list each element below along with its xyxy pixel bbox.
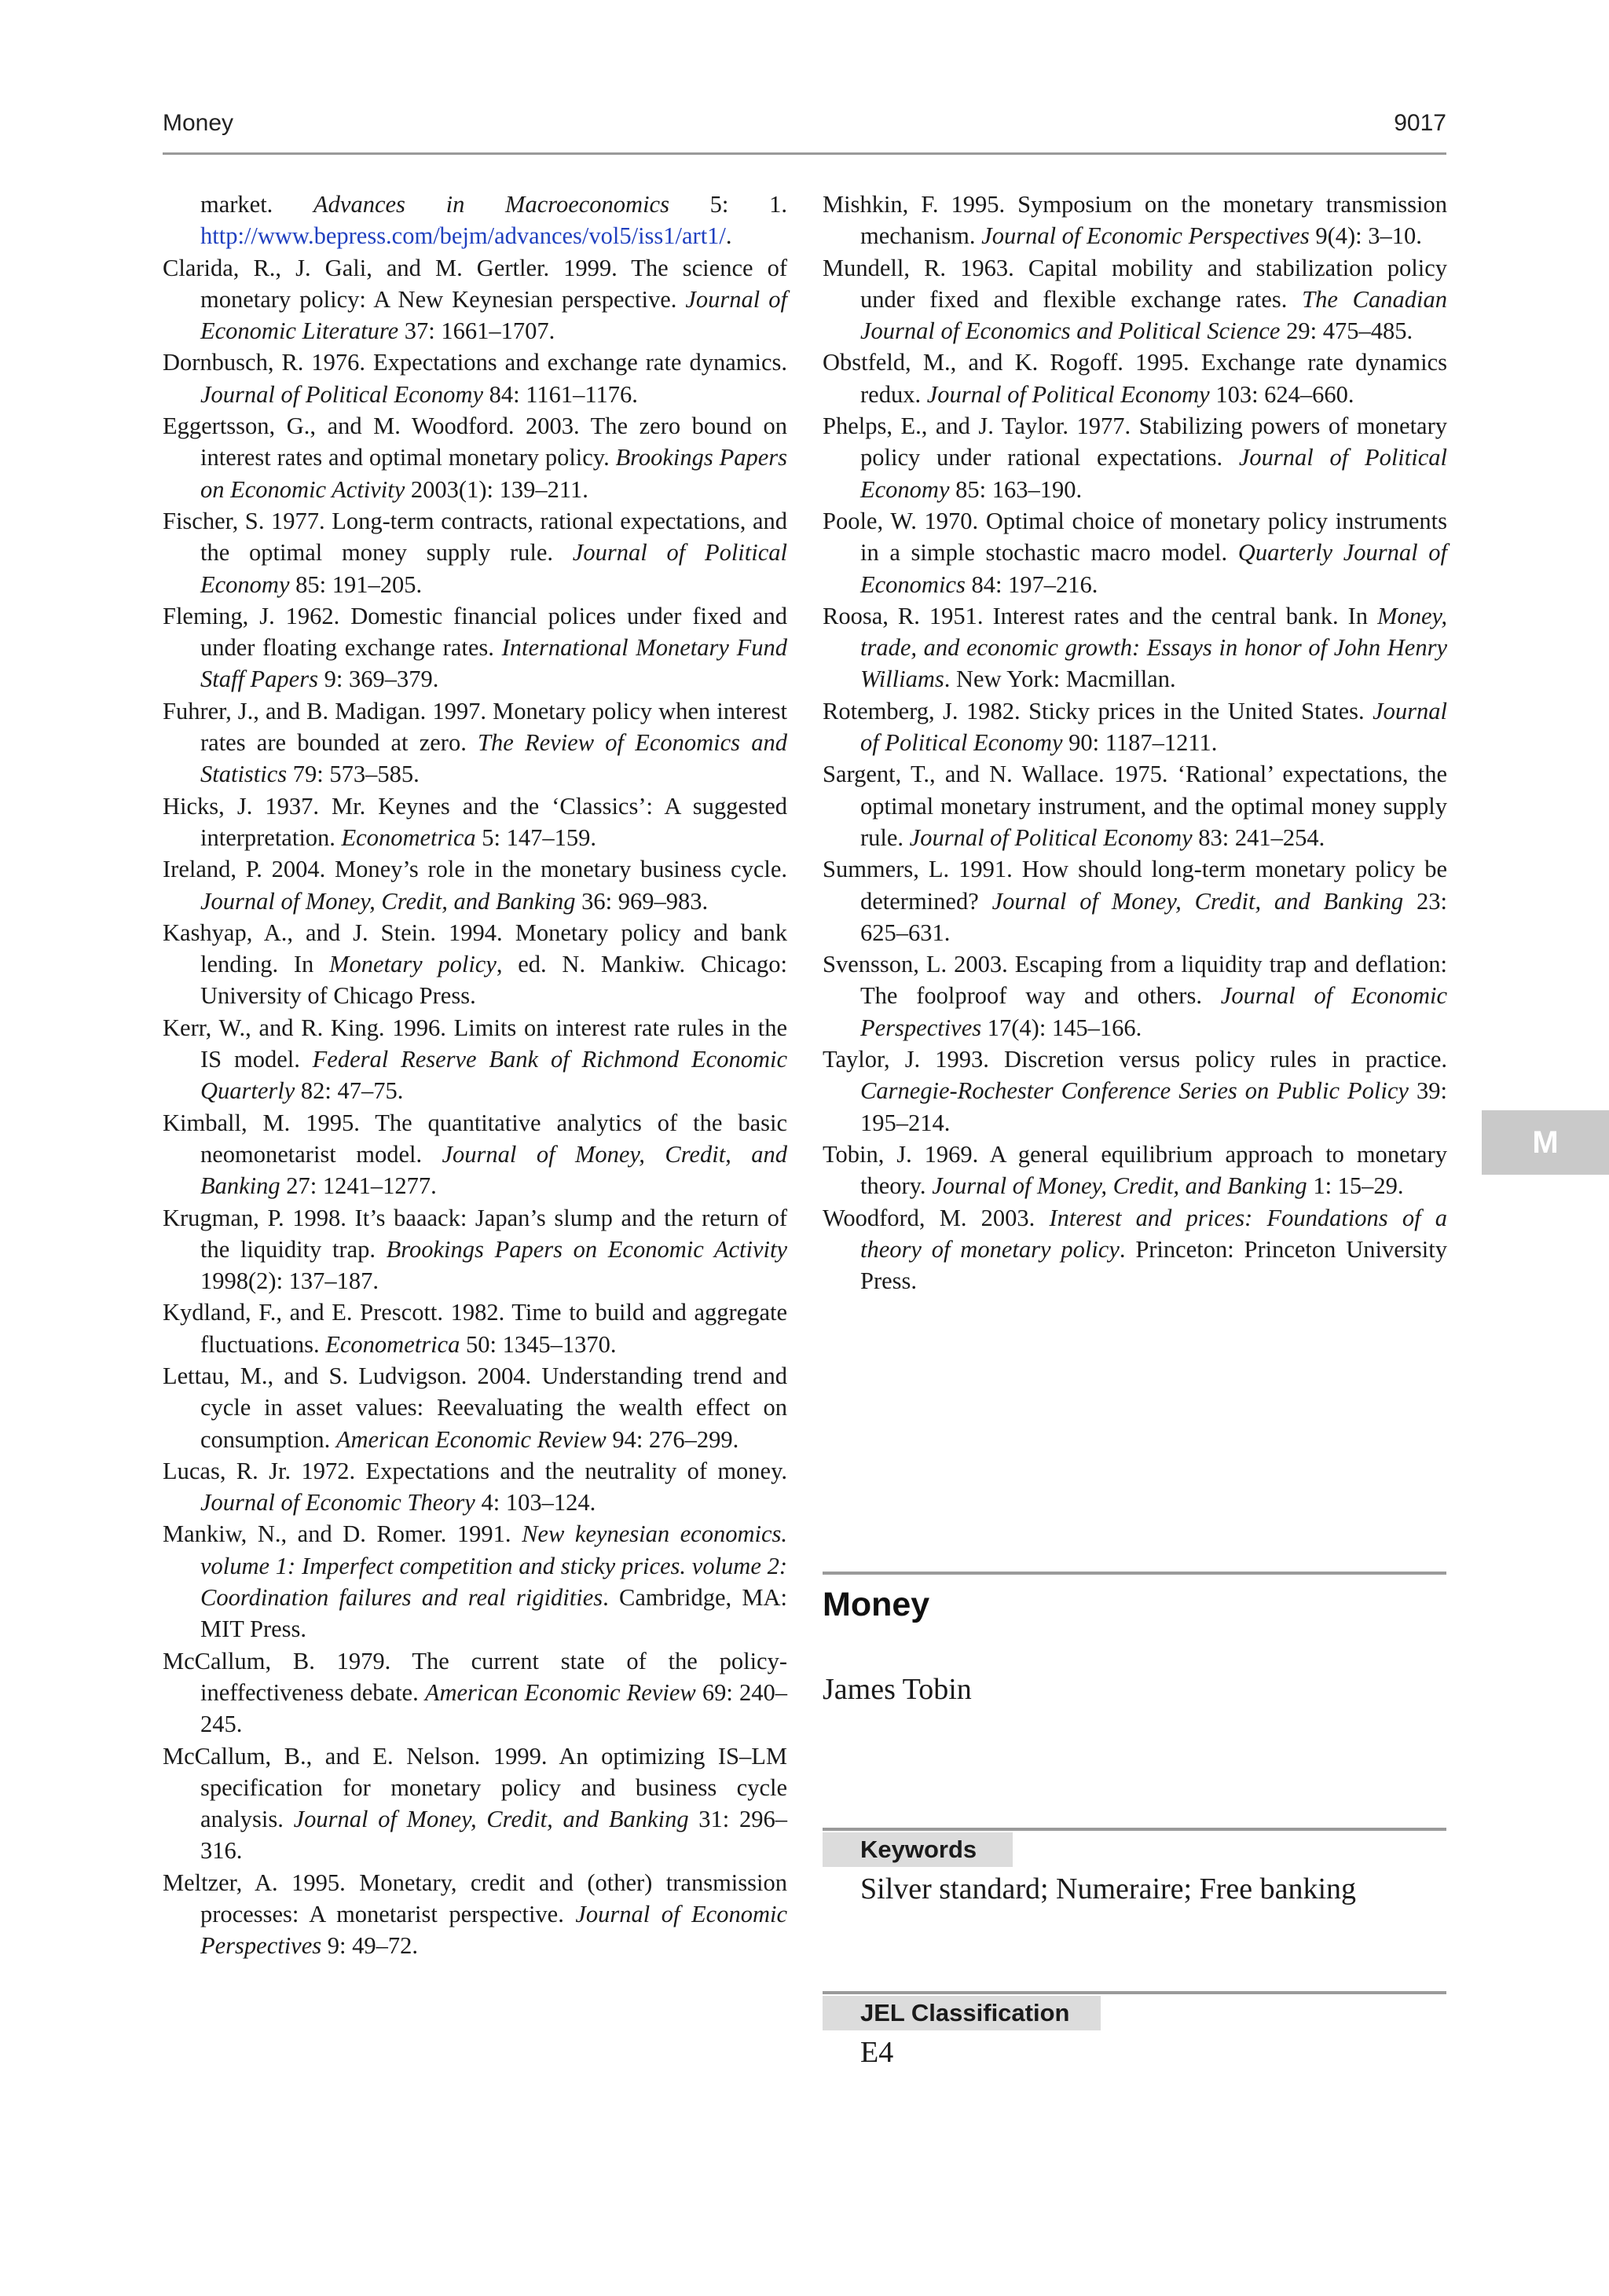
thumb-index-tab: M (1482, 1110, 1609, 1175)
reference-text: 37: 1661–1707. (398, 317, 555, 345)
reference-text: McCallum, B., and E. Nelson. 1999. An optimizing IS–LM specification for monetary policy and business cycle analysis. (163, 1742, 787, 1833)
reference-text: Phelps, E., and J. Taylor. 1977. Stabilizing powers of monetary policy under rational expectations. (823, 413, 1447, 471)
reference-text: 31: 296–316. (200, 1806, 787, 1865)
reference-title: International Monetary Fund Staff Papers (200, 634, 787, 693)
reference-text: . (725, 222, 732, 250)
reference-text: Sargent, T., and N. Wallace. 1975. ‘Rational’ expectations, the optimal monetary instrument, and the optimal money supply rule. (823, 761, 1447, 851)
reference-title: Money, trade, and economic growth: Essays in honor of John Henry Williams (860, 602, 1447, 693)
reference-text: 1: 15–29. (1307, 1172, 1404, 1200)
reference-title: American Economic Review (335, 1425, 607, 1453)
reference-title: Journal of Economic Perspectives (200, 1901, 787, 1960)
reference-entry (823, 695, 1447, 759)
reference-text: Tobin, J. 1969. A general equilibrium approach to monetary theory. (823, 1140, 1447, 1200)
reference-entry (823, 758, 1447, 853)
reference-text: 103: 624–660. (1209, 380, 1354, 408)
reference-text: 9: 49–72. (321, 1932, 418, 1960)
reference-text: 94: 276–299. (606, 1425, 739, 1453)
reference-text: Krugman, P. 1998. It’s baaack: Japan’s slump and the return of the liquidity trap. (163, 1204, 787, 1263)
reference-title: Journal of Economic Perspectives (981, 222, 1310, 250)
reference-text: Taylor, J. 1993. Discretion versus policy rules in practice. (823, 1046, 1447, 1073)
reference-text: Kimball, M. 1995. The quantitative analytics of the basic neomonetarist model. (163, 1109, 787, 1168)
reference-title: Journal of Economic Literature (200, 285, 787, 345)
reference-text: Clarida, R., J. Gali, and M. Gertler. 1999. The science of monetary policy: A New Keynesian perspective. (163, 254, 787, 313)
reference-entry (163, 917, 787, 1012)
references-right-column (823, 189, 1447, 1297)
reference-text: Ireland, P. 2004. Money’s role in the monetary business cycle. (163, 856, 787, 883)
running-head-title: Money (163, 110, 234, 136)
reference-entry (163, 1740, 787, 1867)
reference-title: New keynesian economics. volume 1: Imperfect competition and sticky prices. volume 2: Coordination failures and real rigidities (200, 1520, 787, 1612)
reference-text: 39: 195–214. (860, 1077, 1447, 1136)
reference-text: 9: 369–379. (317, 666, 439, 693)
reference-text: 23: 625–631. (860, 887, 1447, 946)
reference-text: . Cambridge, MA: MIT Press. (200, 1584, 787, 1643)
reference-text: Fischer, S. 1977. Long-term contracts, rational expectations, and the optimal money supply rule. (163, 507, 787, 567)
reference-entry (163, 1360, 787, 1455)
reference-entry (163, 790, 787, 854)
reference-text: Poole, W. 1970. Optimal choice of monetary policy instruments in a simple stochastic macro model. (823, 507, 1447, 567)
reference-entry (163, 1518, 787, 1645)
reference-title: The Canadian Journal of Economics and Political Science (860, 285, 1447, 345)
running-head (163, 110, 1446, 145)
reference-title: Journal of Political Economy (926, 380, 1210, 408)
reference-text: Mundell, R. 1963. Capital mobility and stabilization policy under fixed and flexible exchange rates. (823, 254, 1447, 313)
reference-text: 36: 969–983. (575, 887, 709, 915)
reference-text: 85: 163–190. (949, 475, 1083, 503)
reference-text: Obstfeld, M., and K. Rogoff. 1995. Exchange rate dynamics redux. (823, 349, 1447, 408)
reference-text: 85: 191–205. (289, 570, 423, 598)
reference-entry (163, 252, 787, 347)
reference-text: Eggertsson, G., and M. Woodford. 2003. The zero bound on interest rates and optimal monetary policy. (163, 413, 787, 471)
keywords-text: Silver standard; Numeraire; Free banking (860, 1872, 1357, 1905)
reference-title: Econometrica (341, 823, 476, 851)
reference-entry (163, 600, 787, 695)
reference-title: Journal of Money, Credit, and Banking (293, 1806, 689, 1833)
reference-title: Monetary policy (329, 951, 497, 978)
reference-title: The Review of Economics and Statistics (200, 729, 787, 788)
keywords-rule (823, 1828, 1446, 1831)
chapter-rule (823, 1572, 1446, 1575)
reference-entry (823, 1043, 1447, 1139)
reference-text: Rotemberg, J. 1982. Sticky prices in the United States. (823, 697, 1373, 724)
reference-text: Svensson, L. 2003. Escaping from a liquidity trap and deflation: The foolproof way and others. (823, 951, 1447, 1010)
reference-entry (823, 853, 1447, 948)
reference-entry (823, 1139, 1447, 1202)
reference-text: Roosa, R. 1951. Interest rates and the central bank. In (823, 602, 1378, 629)
reference-entry (163, 1645, 787, 1740)
reference-title: Journal of Political Economy (860, 697, 1447, 757)
reference-title: Advances in Macroeconomics (313, 191, 669, 218)
reference-title: Journal of Political Economy (860, 444, 1447, 503)
reference-title: Journal of Money, Credit, and Banking (932, 1172, 1307, 1200)
reference-text: Fuhrer, J., and B. Madigan. 1997. Monetary policy when interest rates are bounded at zero. (163, 697, 787, 757)
reference-title: Interest and prices: Foundations of a theory of monetary policy (860, 1204, 1448, 1263)
reference-entry (163, 1297, 787, 1360)
reference-text: 69: 240–245. (200, 1678, 787, 1738)
reference-text: Dornbusch, R. 1976. Expectations and exchange rate dynamics. (163, 349, 787, 376)
reference-entry (163, 410, 787, 505)
reference-title: Journal of Money, Credit, and Banking (200, 1140, 787, 1200)
reference-entry (823, 252, 1447, 347)
reference-title: Journal of Money, Credit, and Banking (991, 887, 1404, 915)
reference-text: Woodford, M. 2003. (823, 1204, 1050, 1231)
jel-code: E4 (860, 2036, 894, 2069)
reference-entry (163, 1455, 787, 1519)
jel-rule (823, 1991, 1446, 1994)
reference-title: Econometrica (325, 1330, 460, 1358)
reference-text: market. (200, 191, 314, 218)
reference-title: Journal of Political Economy (909, 823, 1193, 851)
reference-text: 4: 103–124. (475, 1489, 596, 1517)
reference-text: Mankiw, N., and D. Romer. 1991. (163, 1520, 522, 1548)
reference-text: McCallum, B. 1979. The current state of the policy-ineffectiveness debate. (163, 1647, 787, 1706)
reference-text: Lettau, M., and S. Ludvigson. 2004. Understanding trend and cycle in asset values: Reevaluating the wealth effect on consumption. (163, 1362, 787, 1453)
header-rule (163, 152, 1446, 155)
reference-text: . Princeton: Princeton University Press. (860, 1235, 1447, 1295)
references-left-column (163, 189, 787, 1962)
reference-entry (163, 1202, 787, 1297)
reference-text: 50: 1345–1370. (460, 1330, 617, 1358)
reference-text: , ed. N. Mankiw. Chicago: University of Chicago Press. (200, 951, 787, 1010)
reference-text: Lucas, R. Jr. 1972. Expectations and the neutrality of money. (163, 1457, 787, 1484)
reference-text: 5: 147–159. (475, 823, 596, 851)
reference-title: Journal of Money, Credit, and Banking (200, 887, 576, 915)
reference-text: Kydland, F., and E. Prescott. 1982. Time to build and aggregate fluctuations. (163, 1299, 787, 1358)
reference-entry (823, 505, 1447, 600)
reference-text: 79: 573–585. (287, 761, 420, 788)
reference-title: Brookings Papers on Economic Activity (200, 444, 787, 503)
reference-title: Brookings Papers on Economic Activity (386, 1235, 787, 1263)
reference-text: Kerr, W., and R. King. 1996. Limits on interest rate rules in the IS model. (163, 1014, 787, 1073)
reference-title: Journal of Political Economy (200, 539, 787, 598)
reference-text: 29: 475–485. (1280, 317, 1413, 345)
reference-text: 9(4): 3–10. (1309, 222, 1422, 250)
page-number: 9017 (1394, 110, 1446, 136)
reference-title: Carnegie-Rochester Conference Series on Public Policy (860, 1077, 1409, 1105)
reference-title: American Economic Review (424, 1678, 696, 1706)
keywords-label: Keywords (823, 1832, 1013, 1867)
chapter-title: Money (823, 1586, 930, 1623)
reference-text: 2003(1): 139–211. (405, 475, 588, 503)
reference-entry (823, 410, 1447, 505)
reference-entry (163, 853, 787, 917)
reference-title: Journal of Political Economy (200, 380, 483, 408)
reference-entry (163, 189, 787, 252)
reference-text: . New York: Macmillan. (944, 666, 1176, 693)
reference-text: 83: 241–254. (1192, 823, 1325, 851)
reference-text: Summers, L. 1991. How should long-term monetary policy be determined? (823, 856, 1447, 915)
reference-entry (823, 948, 1447, 1043)
jel-label: JEL Classification (823, 1996, 1101, 2030)
reference-entry (823, 600, 1447, 695)
reference-entry (823, 347, 1447, 410)
reference-entry (163, 1012, 787, 1107)
reference-title: Quarterly Journal of Economics (860, 539, 1447, 598)
reference-text: 90: 1187–1211. (1062, 729, 1218, 757)
reference-entry (163, 347, 787, 410)
reference-text: Hicks, J. 1937. Mr. Keynes and the ‘Classics’: A suggested interpretation. (163, 792, 787, 851)
reference-text: Meltzer, A. 1995. Monetary, credit and (other) transmission processes: A monetarist perspective. (163, 1869, 787, 1928)
reference-text: 27: 1241–1277. (280, 1172, 437, 1200)
reference-entry (163, 505, 787, 600)
reference-text: 84: 197–216. (965, 570, 1098, 598)
reference-text: Fleming, J. 1962. Domestic financial polices under fixed and under floating exchange rates. (163, 602, 787, 662)
reference-link[interactable]: http://www.bepress.com/bejm/advances/vol5/iss1/art1/ (200, 222, 726, 250)
reference-title: Federal Reserve Bank of Richmond Economic Quarterly (200, 1046, 787, 1105)
reference-text: 82: 47–75. (295, 1077, 404, 1105)
reference-title: Journal of Economic Theory (200, 1489, 475, 1517)
reference-entry (163, 1107, 787, 1202)
reference-text: 17(4): 145–166. (981, 1014, 1142, 1041)
reference-text: 5: 1. (669, 191, 787, 218)
reference-entry (823, 189, 1447, 252)
reference-text: 1998(2): 137–187. (200, 1267, 379, 1295)
reference-text: Mishkin, F. 1995. Symposium on the monetary transmission mechanism. (823, 191, 1447, 250)
reference-title: Journal of Economic Perspectives (860, 982, 1447, 1041)
reference-entry (823, 1202, 1447, 1297)
reference-text: 84: 1161–1176. (483, 380, 638, 408)
reference-text: Kashyap, A., and J. Stein. 1994. Monetary policy and bank lending. In (163, 919, 787, 978)
reference-entry (163, 695, 787, 790)
chapter-author: James Tobin (823, 1673, 972, 1706)
reference-entry (163, 1867, 787, 1962)
